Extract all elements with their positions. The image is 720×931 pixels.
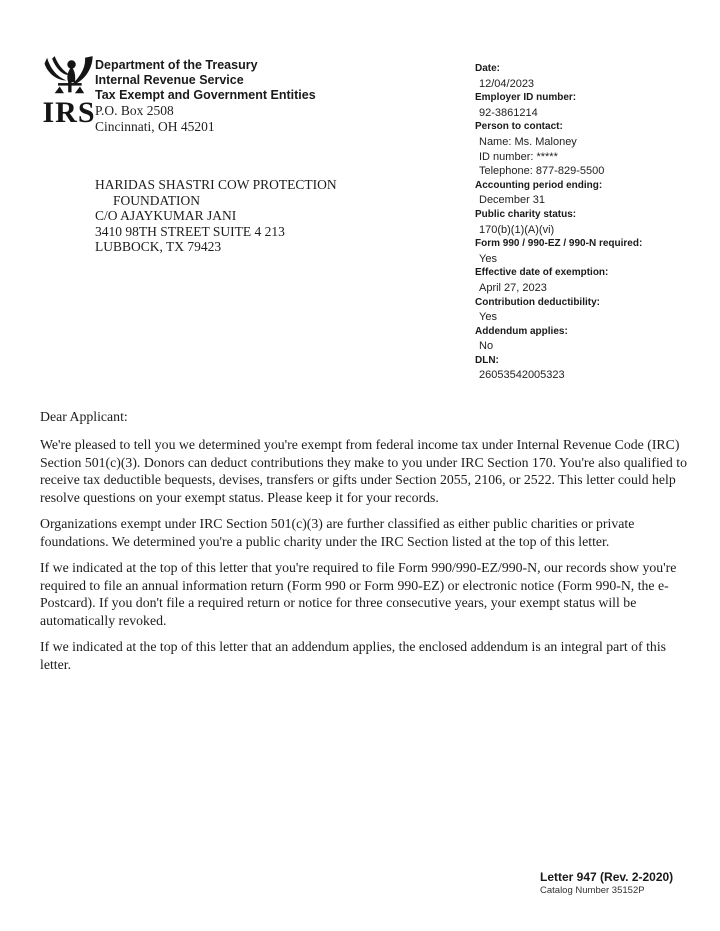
- info-item-ein: [475, 91, 705, 120]
- letter-reference: Letter 947 (Rev. 2-2020): [540, 870, 674, 884]
- info-value: April 27, 2023: [479, 281, 547, 294]
- header-line-irs: Internal Revenue Service: [95, 73, 244, 87]
- letter-body: [40, 436, 690, 682]
- info-label: Date:: [475, 63, 501, 74]
- info-label: Addendum applies:: [475, 325, 568, 337]
- letter-info-column: [475, 62, 705, 383]
- info-label: Effective date of exemption:: [475, 267, 609, 279]
- letter-footer: [540, 870, 673, 897]
- irs-logo: [40, 56, 98, 129]
- catalog-number: Catalog Number 35152P: [540, 885, 645, 896]
- recipient-line: 3410 98TH STREET SUITE 4 213: [95, 223, 285, 239]
- header-po-box: P.O. Box 2508: [95, 103, 174, 118]
- info-value: 12/04/2023: [479, 77, 535, 90]
- info-value: Yes: [479, 311, 497, 324]
- body-paragraph: If we indicated at the top of this letter that an addendum applies, the enclosed addendum is an integral part of this letter.: [40, 639, 667, 672]
- info-label: Contribution deductibility:: [475, 296, 600, 308]
- info-value: No: [479, 340, 494, 353]
- info-label: Person to contact:: [475, 121, 563, 133]
- recipient-line: FOUNDATION: [113, 192, 200, 208]
- body-paragraph: If we indicated at the top of this letter that you're required to file Form 990/990-EZ/990-N, our records show you're required to file an annual information return (Form 990 or Form 990-EZ) or electronic notice (Form 990-N, the e-Postcard). If you don't file a required return or notice for three consecutive years, your exempt status will be automatically revoked.: [40, 560, 677, 628]
- header-line-tege: Tax Exempt and Government Entities: [95, 88, 316, 102]
- recipient-line: HARIDAS SHASTRI COW PROTECTION: [95, 177, 337, 192]
- info-label: Employer ID number:: [475, 92, 577, 104]
- info-label: Public charity status:: [475, 208, 577, 220]
- info-value-contact-id: ID number: *****: [479, 150, 558, 163]
- info-value: 170(b)(1)(A)(vi): [479, 223, 555, 236]
- info-value: 92-3861214: [479, 106, 538, 119]
- header-line-treasury: Department of the Treasury: [95, 58, 258, 72]
- header-city: Cincinnati, OH 45201: [95, 118, 215, 134]
- info-item-deductibility: [475, 296, 705, 325]
- info-value: December 31: [479, 194, 546, 207]
- recipient-address: [95, 177, 337, 255]
- info-item-charity-status: [475, 208, 705, 237]
- recipient-line: LUBBOCK, TX 79423: [95, 239, 222, 255]
- info-item-addendum: [475, 325, 705, 354]
- info-item-form990: [475, 237, 705, 266]
- info-item-dln: [475, 354, 705, 383]
- info-value: Yes: [479, 252, 497, 265]
- info-label: DLN:: [475, 354, 499, 366]
- salutation: Dear Applicant:: [40, 409, 128, 424]
- header-department-block: [95, 58, 316, 134]
- info-value-contact-phone: Telephone: 877-829-5500: [479, 165, 605, 178]
- info-item-accounting-period: [475, 179, 705, 208]
- info-value: 26053542005323: [479, 369, 565, 382]
- irs-logo-text: IRS: [42, 96, 96, 129]
- info-item-contact: [475, 120, 705, 178]
- irs-eagle-logo-icon: [42, 56, 96, 100]
- body-paragraph: Organizations exempt under IRC Section 501(c)(3) are further classified as either public charities or private foundations. We determined you're a public charity under the IRC Section listed at the top of this letter.: [40, 516, 635, 549]
- info-item-date: [475, 62, 705, 91]
- info-value-contact-name: Name: Ms. Maloney: [479, 135, 577, 148]
- body-paragraph: We're pleased to tell you we determined you're exempt from federal income tax under Internal Revenue Code (IRC) Section 501(c)(3). Donors can deduct contributions they make to you under IRC Section 170. You're also qualified to receive tax deductible bequests, devises, transfers or gifts under Section 2055, 2106, or 2522. This letter could help resolve questions on your exempt status. Please keep it for your records.: [40, 437, 687, 505]
- recipient-line: C/O AJAYKUMAR JANI: [95, 208, 237, 224]
- info-label: Accounting period ending:: [475, 179, 603, 191]
- info-item-effective-date: [475, 266, 705, 295]
- info-label: Form 990 / 990-EZ / 990-N required:: [475, 238, 643, 250]
